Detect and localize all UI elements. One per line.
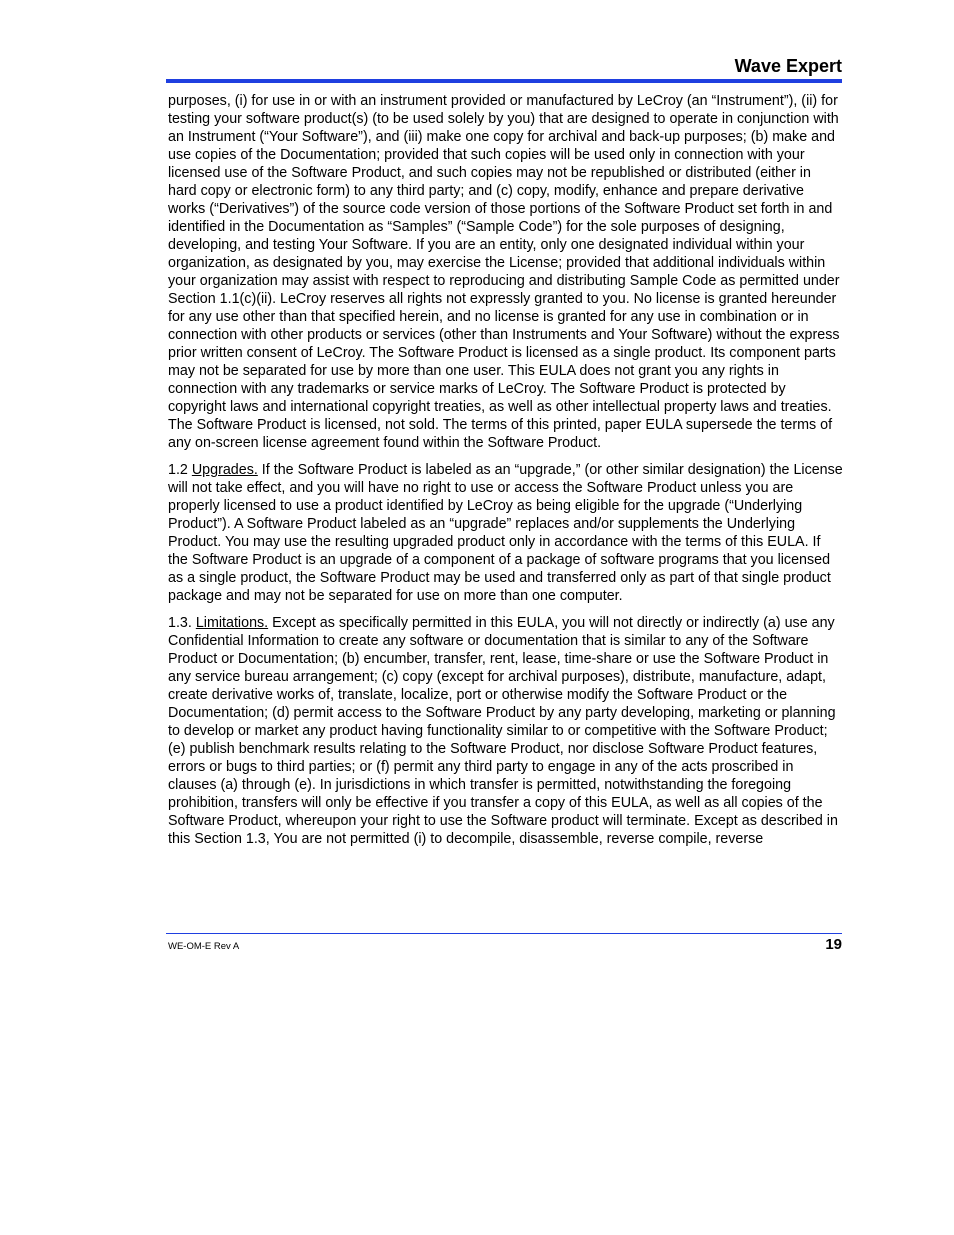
footer-rule — [166, 933, 842, 934]
section-text: If the Software Product is labeled as an “upgrade,” (or other similar designation) the License will not take effect, and you will have no right to use or access the Software Product unless you are properly licensed to use a product identified by LeCroy as being eligible for the upgrade (“Underlying Product”). A Software Product labeled as an “upgrade” replaces and/or supplements the Underlying Product. You may use the resulting upgraded product only in accordance with the terms of this EULA. If the Software Product is an upgrade of a component of a package of software programs that you licensed as a single product, the Software Product may be used and transferred only as part of that single product package and may not be separated for use on more than one computer. — [168, 462, 843, 604]
header-rule — [166, 79, 842, 83]
section-number: 1.3. — [168, 615, 196, 631]
page-header-title: Wave Expert — [734, 56, 842, 76]
paragraph-upgrades — [168, 461, 843, 605]
paragraph-limitations — [168, 614, 843, 848]
section-number: 1.2 — [168, 462, 192, 478]
section-heading-limitations: Limitations. — [195, 615, 269, 631]
section-heading-upgrades: Upgrades. — [191, 462, 258, 478]
paragraph-license-terms: purposes, (i) for use in or with an instrument provided or manufactured by LeCroy (an “Instrument”), (ii) for testing your software product(s) (to be used solely by you) that are designed to operate in conjunction with an Instrument (“Your Software”), and (iii) make one copy for archival and back-up purposes; (b) make and use copies of the Documentation; provided that such copies will be used only in connection with your licensed use of the Software Product, and such copies may not be republished or distributed (either in hard copy or electronic form) to any third party; and (c) copy, modify, enhance and prepare derivative works (“Derivatives”) of the source code version of those portions of the Software Product set forth in and identified in the Documentation as “Samples” (“Sample Code”) for the sole purposes of designing, developing, and testing Your Software. If you are an entity, only one designated individual within your organization, as designated by you, may exercise the License; provided that additional individuals within your organization may assist with respect to reproducing and distributing Sample Code as permitted under Section 1.1(c)(ii). LeCroy reserves all rights not expressly granted to you. No license is granted hereunder for any use other than that specified herein, and no license is granted for any use in combination or in connection with other products or services (other than Instruments and Your Software) without the express prior written consent of LeCroy. The Software Product is licensed as a single product. Its component parts may not be separated for use by more than one user. This EULA does not grant you any rights in connection with any trademarks or service marks of LeCroy. The Software Product is protected by copyright laws and international copyright treaties, as well as other intellectual property laws and treaties. The Software Product is licensed, not sold. The terms of this printed, paper EULA supersede the terms of any on-screen license agreement found within the Software Product. — [168, 93, 840, 451]
document-body — [168, 92, 843, 857]
footer-doc-id: WE-OM-E Rev A — [168, 941, 240, 952]
section-text: Except as specifically permitted in this EULA, you will not directly or indirectly (a) use any Confidential Information to create any software or documentation that is similar to any of the Software Product or Documentation; (b) encumber, transfer, rent, lease, time-share or use the Software Product in any service bureau arrangement; (c) copy (except for archival purposes), distribute, manufacture, adapt, create derivative works of, translate, localize, port or otherwise modify the Software Product or the Documentation; (d) permit access to the Software Product by any party developing, marketing or planning to develop or market any product having functionality similar to or competitive with the Software Product; (e) publish benchmark results relating to the Software Product, nor disclose Software Product features, errors or bugs to third parties; or (f) permit any third party to engage in any of the acts proscribed in clauses (a) through (e). In jurisdictions in which transfer is permitted, notwithstanding the foregoing prohibition, transfers will only be effective if you transfer a copy of this EULA, as well as all copies of the Software Product, whereupon your right to use the Software product will terminate. Except as described in this Section 1.3, You are not permitted (i) to decompile, disassemble, reverse compile, reverse — [168, 615, 838, 847]
page-number: 19 — [825, 936, 842, 953]
